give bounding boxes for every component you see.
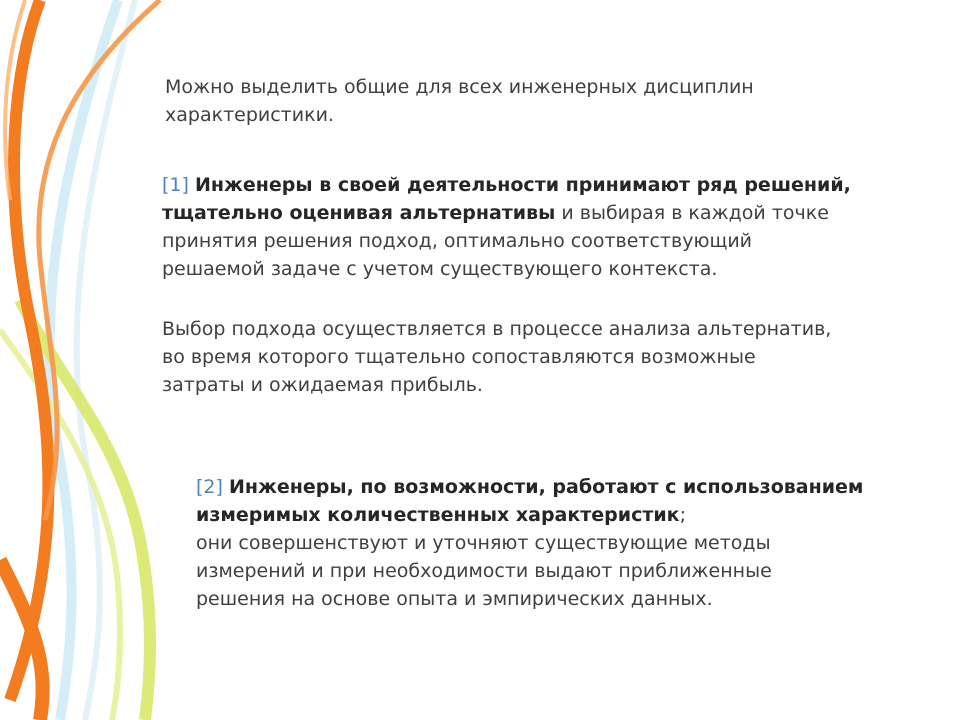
point-1-line-4: решаемой задаче с учетом существующего контекста. [162,258,718,280]
point-2-line-3: они совершенствуют и уточняют существующие методы [196,532,771,554]
followup-line-2: во время которого тщательно сопоставляются возможные [162,346,756,368]
point-1-paragraph [162,171,922,283]
point-1-marker: [1] [162,174,189,196]
followup-line-1: Выбор подхода осуществляется в процессе анализа альтернатив, [162,318,832,340]
point-2-rest-line-2: ; [679,504,686,526]
point-1-bold-line-2: тщательно оценивая альтернативы [162,202,556,224]
intro-line-1: Можно выделить общие для всех инженерных дисциплин [165,76,754,98]
point-2-bold-line-1: Инженеры, по возможности, работают с использованием [228,476,864,498]
point-2-bold-line-2: измеримых количественных характеристик [196,504,680,526]
point-1-followup-paragraph [162,315,922,399]
point-1-rest-line-2: и выбирая в каждой точке [555,202,829,224]
point-2-line-4: измерений и при необходимости выдают приближенные [196,560,772,582]
point-2-paragraph [196,473,936,613]
intro-paragraph [165,73,885,129]
point-2-marker: [2] [196,476,223,498]
point-2-line-5: решения на основе опыта и эмпирических данных. [196,588,713,610]
point-1-line-3: принятия решения подход, оптимально соответствующий [162,230,753,252]
followup-line-3: затраты и ожидаемая прибыль. [162,374,483,396]
intro-line-2: характеристики. [165,104,334,126]
point-1-bold-line-1: Инженеры в своей деятельности принимают ряд решений, [194,174,851,196]
